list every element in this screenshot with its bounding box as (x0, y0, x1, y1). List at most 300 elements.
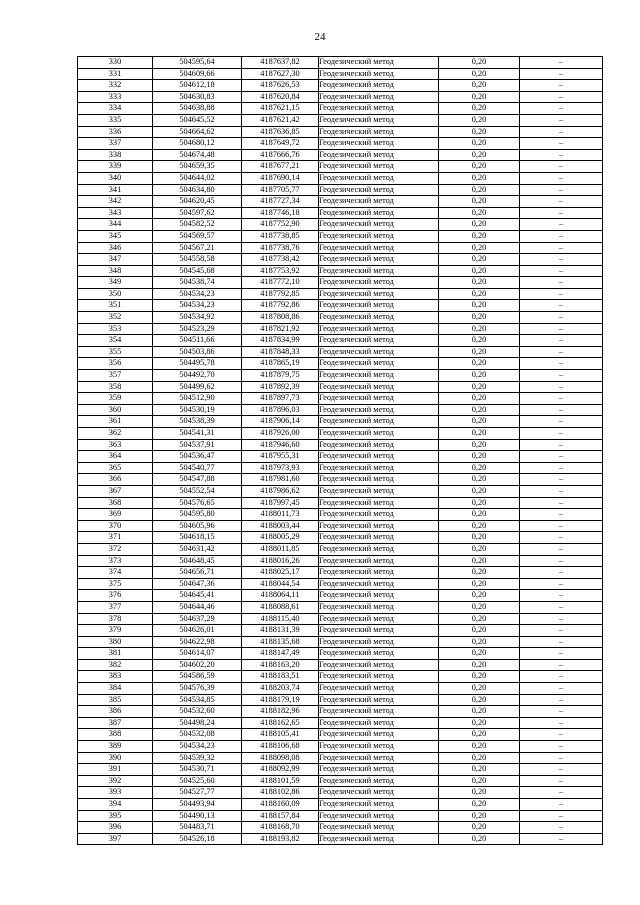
note-cell: – (520, 543, 603, 555)
method-cell: Геодезический метод (319, 149, 439, 161)
y-coordinate-cell: 4187808,86 (242, 312, 319, 324)
table-row (78, 346, 603, 358)
note-cell: – (520, 254, 603, 266)
accuracy-cell: 0,20 (439, 323, 520, 335)
table-row (78, 683, 603, 695)
method-cell: Геодезический метод (319, 485, 439, 497)
table-row (78, 370, 603, 382)
x-coordinate-cell: 504614,07 (153, 648, 242, 660)
note-cell: – (520, 590, 603, 602)
table-row (78, 636, 603, 648)
point-number-cell: 344 (78, 219, 153, 231)
note-cell: – (520, 172, 603, 184)
method-cell: Геодезический метод (319, 230, 439, 242)
accuracy-cell: 0,20 (439, 114, 520, 126)
table-row (78, 567, 603, 579)
note-cell: – (520, 288, 603, 300)
table-row (78, 277, 603, 289)
accuracy-cell: 0,20 (439, 567, 520, 579)
table-row (78, 254, 603, 266)
y-coordinate-cell: 4188102,86 (242, 787, 319, 799)
x-coordinate-cell: 504638,88 (153, 103, 242, 115)
accuracy-cell: 0,20 (439, 509, 520, 521)
point-number-cell: 335 (78, 114, 153, 126)
note-cell: – (520, 91, 603, 103)
method-cell: Геодезический метод (319, 381, 439, 393)
accuracy-cell: 0,20 (439, 80, 520, 92)
accuracy-cell: 0,20 (439, 404, 520, 416)
table-row (78, 381, 603, 393)
point-number-cell: 332 (78, 80, 153, 92)
table-row (78, 428, 603, 440)
method-cell: Геодезический метод (319, 288, 439, 300)
table-row (78, 787, 603, 799)
table-row (78, 242, 603, 254)
note-cell: – (520, 114, 603, 126)
table-row (78, 358, 603, 370)
accuracy-cell: 0,20 (439, 312, 520, 324)
y-coordinate-cell: 4187621,15 (242, 103, 319, 115)
table-row (78, 404, 603, 416)
method-cell: Геодезический метод (319, 590, 439, 602)
accuracy-cell: 0,20 (439, 787, 520, 799)
y-coordinate-cell: 4188203,74 (242, 683, 319, 695)
y-coordinate-cell: 4188193,82 (242, 833, 319, 845)
x-coordinate-cell: 504552,54 (153, 485, 242, 497)
accuracy-cell: 0,20 (439, 613, 520, 625)
method-cell: Геодезический метод (319, 114, 439, 126)
accuracy-cell: 0,20 (439, 254, 520, 266)
method-cell: Геодезический метод (319, 451, 439, 463)
table-row (78, 149, 603, 161)
point-number-cell: 377 (78, 601, 153, 613)
y-coordinate-cell: 4187821,92 (242, 323, 319, 335)
table-row (78, 312, 603, 324)
y-coordinate-cell: 4187946,60 (242, 439, 319, 451)
x-coordinate-cell: 504620,45 (153, 196, 242, 208)
note-cell: – (520, 80, 603, 92)
note-cell: – (520, 613, 603, 625)
table-row (78, 335, 603, 347)
point-number-cell: 363 (78, 439, 153, 451)
method-cell: Геодезический метод (319, 416, 439, 428)
x-coordinate-cell: 504637,29 (153, 613, 242, 625)
table-row (78, 114, 603, 126)
table-row (78, 775, 603, 787)
x-coordinate-cell: 504492,70 (153, 370, 242, 382)
method-cell: Геодезический метод (319, 277, 439, 289)
accuracy-cell: 0,20 (439, 462, 520, 474)
note-cell: – (520, 810, 603, 822)
table-row (78, 520, 603, 532)
note-cell: – (520, 126, 603, 138)
x-coordinate-cell: 504499,62 (153, 381, 242, 393)
note-cell: – (520, 497, 603, 509)
y-coordinate-cell: 4188098,08 (242, 752, 319, 764)
y-coordinate-cell: 4188168,70 (242, 822, 319, 834)
table-row (78, 68, 603, 80)
table-row (78, 184, 603, 196)
point-number-cell: 340 (78, 172, 153, 184)
x-coordinate-cell: 504644,02 (153, 172, 242, 184)
y-coordinate-cell: 4188101,59 (242, 775, 319, 787)
y-coordinate-cell: 4188064,11 (242, 590, 319, 602)
note-cell: – (520, 57, 603, 69)
point-number-cell: 341 (78, 184, 153, 196)
accuracy-cell: 0,20 (439, 265, 520, 277)
table-row (78, 462, 603, 474)
point-number-cell: 355 (78, 346, 153, 358)
method-cell: Геодезический метод (319, 799, 439, 811)
point-number-cell: 379 (78, 625, 153, 637)
point-number-cell: 347 (78, 254, 153, 266)
x-coordinate-cell: 504645,41 (153, 590, 242, 602)
x-coordinate-cell: 504659,35 (153, 161, 242, 173)
accuracy-cell: 0,20 (439, 497, 520, 509)
point-number-cell: 371 (78, 532, 153, 544)
y-coordinate-cell: 4187897,73 (242, 393, 319, 405)
accuracy-cell: 0,20 (439, 764, 520, 776)
accuracy-cell: 0,20 (439, 706, 520, 718)
point-number-cell: 384 (78, 683, 153, 695)
x-coordinate-cell: 504664,62 (153, 126, 242, 138)
table-row (78, 393, 603, 405)
note-cell: – (520, 509, 603, 521)
y-coordinate-cell: 4187772,10 (242, 277, 319, 289)
point-number-cell: 356 (78, 358, 153, 370)
point-number-cell: 393 (78, 787, 153, 799)
method-cell: Геодезический метод (319, 729, 439, 741)
note-cell: – (520, 799, 603, 811)
accuracy-cell: 0,20 (439, 219, 520, 231)
point-number-cell: 382 (78, 659, 153, 671)
point-number-cell: 348 (78, 265, 153, 277)
point-number-cell: 361 (78, 416, 153, 428)
x-coordinate-cell: 504547,88 (153, 474, 242, 486)
point-number-cell: 338 (78, 149, 153, 161)
x-coordinate-cell: 504648,45 (153, 555, 242, 567)
method-cell: Геодезический метод (319, 103, 439, 115)
x-coordinate-cell: 504656,71 (153, 567, 242, 579)
y-coordinate-cell: 4187865,19 (242, 358, 319, 370)
y-coordinate-cell: 4188183,51 (242, 671, 319, 683)
table-row (78, 648, 603, 660)
x-coordinate-cell: 504545,68 (153, 265, 242, 277)
point-number-cell: 370 (78, 520, 153, 532)
accuracy-cell: 0,20 (439, 555, 520, 567)
accuracy-cell: 0,20 (439, 694, 520, 706)
method-cell: Геодезический метод (319, 184, 439, 196)
x-coordinate-cell: 504605,96 (153, 520, 242, 532)
x-coordinate-cell: 504498,24 (153, 717, 242, 729)
table-row (78, 172, 603, 184)
note-cell: – (520, 625, 603, 637)
x-coordinate-cell: 504609,66 (153, 68, 242, 80)
note-cell: – (520, 787, 603, 799)
accuracy-cell: 0,20 (439, 810, 520, 822)
y-coordinate-cell: 4187926,00 (242, 428, 319, 440)
point-number-cell: 333 (78, 91, 153, 103)
point-number-cell: 343 (78, 207, 153, 219)
x-coordinate-cell: 504490,13 (153, 810, 242, 822)
table-row (78, 741, 603, 753)
method-cell: Геодезический метод (319, 462, 439, 474)
point-number-cell: 346 (78, 242, 153, 254)
accuracy-cell: 0,20 (439, 636, 520, 648)
x-coordinate-cell: 504525,60 (153, 775, 242, 787)
table-row (78, 103, 603, 115)
table-row (78, 57, 603, 69)
method-cell: Геодезический метод (319, 509, 439, 521)
point-number-cell: 396 (78, 822, 153, 834)
y-coordinate-cell: 4187626,53 (242, 80, 319, 92)
x-coordinate-cell: 504612,18 (153, 80, 242, 92)
point-number-cell: 360 (78, 404, 153, 416)
table-row (78, 265, 603, 277)
y-coordinate-cell: 4187620,84 (242, 91, 319, 103)
page-number: 24 (314, 31, 326, 43)
y-coordinate-cell: 4188003,44 (242, 520, 319, 532)
note-cell: – (520, 706, 603, 718)
y-coordinate-cell: 4188005,29 (242, 532, 319, 544)
method-cell: Геодезический метод (319, 219, 439, 231)
x-coordinate-cell: 504647,36 (153, 578, 242, 590)
accuracy-cell: 0,20 (439, 741, 520, 753)
method-cell: Геодезический метод (319, 578, 439, 590)
method-cell: Геодезический метод (319, 625, 439, 637)
x-coordinate-cell: 504539,32 (153, 752, 242, 764)
point-number-cell: 391 (78, 764, 153, 776)
note-cell: – (520, 149, 603, 161)
point-number-cell: 380 (78, 636, 153, 648)
point-number-cell: 349 (78, 277, 153, 289)
point-number-cell: 364 (78, 451, 153, 463)
y-coordinate-cell: 4188088,61 (242, 601, 319, 613)
point-number-cell: 388 (78, 729, 153, 741)
method-cell: Геодезический метод (319, 242, 439, 254)
note-cell: – (520, 659, 603, 671)
y-coordinate-cell: 4188105,41 (242, 729, 319, 741)
y-coordinate-cell: 4187637,82 (242, 57, 319, 69)
accuracy-cell: 0,20 (439, 103, 520, 115)
note-cell: – (520, 335, 603, 347)
accuracy-cell: 0,20 (439, 230, 520, 242)
point-number-cell: 387 (78, 717, 153, 729)
x-coordinate-cell: 504586,59 (153, 671, 242, 683)
method-cell: Геодезический метод (319, 126, 439, 138)
y-coordinate-cell: 4187792,86 (242, 300, 319, 312)
note-cell: – (520, 404, 603, 416)
note-cell: – (520, 451, 603, 463)
x-coordinate-cell: 504534,92 (153, 312, 242, 324)
point-number-cell: 369 (78, 509, 153, 521)
method-cell: Геодезический метод (319, 265, 439, 277)
x-coordinate-cell: 504602,20 (153, 659, 242, 671)
point-number-cell: 372 (78, 543, 153, 555)
method-cell: Геодезический метод (319, 80, 439, 92)
y-coordinate-cell: 4188147,49 (242, 648, 319, 660)
note-cell: – (520, 312, 603, 324)
accuracy-cell: 0,20 (439, 381, 520, 393)
accuracy-cell: 0,20 (439, 277, 520, 289)
method-cell: Геодезический метод (319, 323, 439, 335)
y-coordinate-cell: 4187636,85 (242, 126, 319, 138)
point-number-cell: 381 (78, 648, 153, 660)
table-row (78, 717, 603, 729)
note-cell: – (520, 764, 603, 776)
table-row (78, 300, 603, 312)
method-cell: Геодезический метод (319, 57, 439, 69)
y-coordinate-cell: 4187738,85 (242, 230, 319, 242)
note-cell: – (520, 393, 603, 405)
table-row (78, 625, 603, 637)
y-coordinate-cell: 4187738,76 (242, 242, 319, 254)
note-cell: – (520, 265, 603, 277)
table-row (78, 138, 603, 150)
accuracy-cell: 0,20 (439, 578, 520, 590)
method-cell: Геодезический метод (319, 207, 439, 219)
method-cell: Геодезический метод (319, 161, 439, 173)
accuracy-cell: 0,20 (439, 601, 520, 613)
x-coordinate-cell: 504595,80 (153, 509, 242, 521)
x-coordinate-cell: 504534,23 (153, 288, 242, 300)
method-cell: Геодезический метод (319, 91, 439, 103)
accuracy-cell: 0,20 (439, 671, 520, 683)
coordinates-table (77, 56, 603, 845)
note-cell: – (520, 381, 603, 393)
y-coordinate-cell: 4187649,72 (242, 138, 319, 150)
accuracy-cell: 0,20 (439, 775, 520, 787)
x-coordinate-cell: 504532,60 (153, 706, 242, 718)
method-cell: Геодезический метод (319, 822, 439, 834)
x-coordinate-cell: 504622,98 (153, 636, 242, 648)
method-cell: Геодезический метод (319, 254, 439, 266)
y-coordinate-cell: 4187997,45 (242, 497, 319, 509)
point-number-cell: 354 (78, 335, 153, 347)
x-coordinate-cell: 504530,19 (153, 404, 242, 416)
note-cell: – (520, 196, 603, 208)
method-cell: Геодезический метод (319, 196, 439, 208)
y-coordinate-cell: 4187727,34 (242, 196, 319, 208)
x-coordinate-cell: 504626,01 (153, 625, 242, 637)
accuracy-cell: 0,20 (439, 543, 520, 555)
accuracy-cell: 0,20 (439, 91, 520, 103)
note-cell: – (520, 161, 603, 173)
method-cell: Геодезический метод (319, 312, 439, 324)
point-number-cell: 359 (78, 393, 153, 405)
method-cell: Геодезический метод (319, 601, 439, 613)
table-row (78, 578, 603, 590)
accuracy-cell: 0,20 (439, 242, 520, 254)
x-coordinate-cell: 504558,58 (153, 254, 242, 266)
note-cell: – (520, 346, 603, 358)
y-coordinate-cell: 4187986,62 (242, 485, 319, 497)
accuracy-cell: 0,20 (439, 590, 520, 602)
accuracy-cell: 0,20 (439, 683, 520, 695)
table-row (78, 694, 603, 706)
x-coordinate-cell: 504567,21 (153, 242, 242, 254)
method-cell: Геодезический метод (319, 370, 439, 382)
y-coordinate-cell: 4188011,85 (242, 543, 319, 555)
x-coordinate-cell: 504540,77 (153, 462, 242, 474)
y-coordinate-cell: 4187896,03 (242, 404, 319, 416)
method-cell: Геодезический метод (319, 717, 439, 729)
method-cell: Геодезический метод (319, 683, 439, 695)
table-row (78, 543, 603, 555)
accuracy-cell: 0,20 (439, 625, 520, 637)
point-number-cell: 331 (78, 68, 153, 80)
point-number-cell: 357 (78, 370, 153, 382)
table-row (78, 509, 603, 521)
accuracy-cell: 0,20 (439, 532, 520, 544)
table-row (78, 706, 603, 718)
table-row (78, 288, 603, 300)
accuracy-cell: 0,20 (439, 439, 520, 451)
table-row (78, 555, 603, 567)
accuracy-cell: 0,20 (439, 370, 520, 382)
note-cell: – (520, 439, 603, 451)
method-cell: Геодезический метод (319, 787, 439, 799)
method-cell: Геодезический метод (319, 300, 439, 312)
y-coordinate-cell: 4188131,39 (242, 625, 319, 637)
table-row (78, 161, 603, 173)
x-coordinate-cell: 504493,94 (153, 799, 242, 811)
method-cell: Геодезический метод (319, 659, 439, 671)
method-cell: Геодезический метод (319, 68, 439, 80)
accuracy-cell: 0,20 (439, 520, 520, 532)
accuracy-cell: 0,20 (439, 184, 520, 196)
note-cell: – (520, 520, 603, 532)
table-row (78, 80, 603, 92)
accuracy-cell: 0,20 (439, 300, 520, 312)
table-row (78, 601, 603, 613)
note-cell: – (520, 323, 603, 335)
note-cell: – (520, 555, 603, 567)
table-row (78, 613, 603, 625)
x-coordinate-cell: 504634,80 (153, 184, 242, 196)
note-cell: – (520, 68, 603, 80)
x-coordinate-cell: 504495,78 (153, 358, 242, 370)
y-coordinate-cell: 4187677,21 (242, 161, 319, 173)
x-coordinate-cell: 504576,39 (153, 683, 242, 695)
note-cell: – (520, 532, 603, 544)
x-coordinate-cell: 504645,52 (153, 114, 242, 126)
y-coordinate-cell: 4187906,14 (242, 416, 319, 428)
y-coordinate-cell: 4187746,18 (242, 207, 319, 219)
table-row (78, 439, 603, 451)
point-number-cell: 389 (78, 741, 153, 753)
y-coordinate-cell: 4187621,42 (242, 114, 319, 126)
x-coordinate-cell: 504569,57 (153, 230, 242, 242)
x-coordinate-cell: 504527,77 (153, 787, 242, 799)
x-coordinate-cell: 504595,64 (153, 57, 242, 69)
note-cell: – (520, 636, 603, 648)
note-cell: – (520, 370, 603, 382)
method-cell: Геодезический метод (319, 428, 439, 440)
table-row (78, 323, 603, 335)
table-row (78, 833, 603, 845)
method-cell: Геодезический метод (319, 393, 439, 405)
y-coordinate-cell: 4188162,65 (242, 717, 319, 729)
point-number-cell: 383 (78, 671, 153, 683)
method-cell: Геодезический метод (319, 648, 439, 660)
y-coordinate-cell: 4188011,73 (242, 509, 319, 521)
point-number-cell: 376 (78, 590, 153, 602)
point-number-cell: 365 (78, 462, 153, 474)
y-coordinate-cell: 4187792,85 (242, 288, 319, 300)
table-row (78, 230, 603, 242)
y-coordinate-cell: 4188157,84 (242, 810, 319, 822)
